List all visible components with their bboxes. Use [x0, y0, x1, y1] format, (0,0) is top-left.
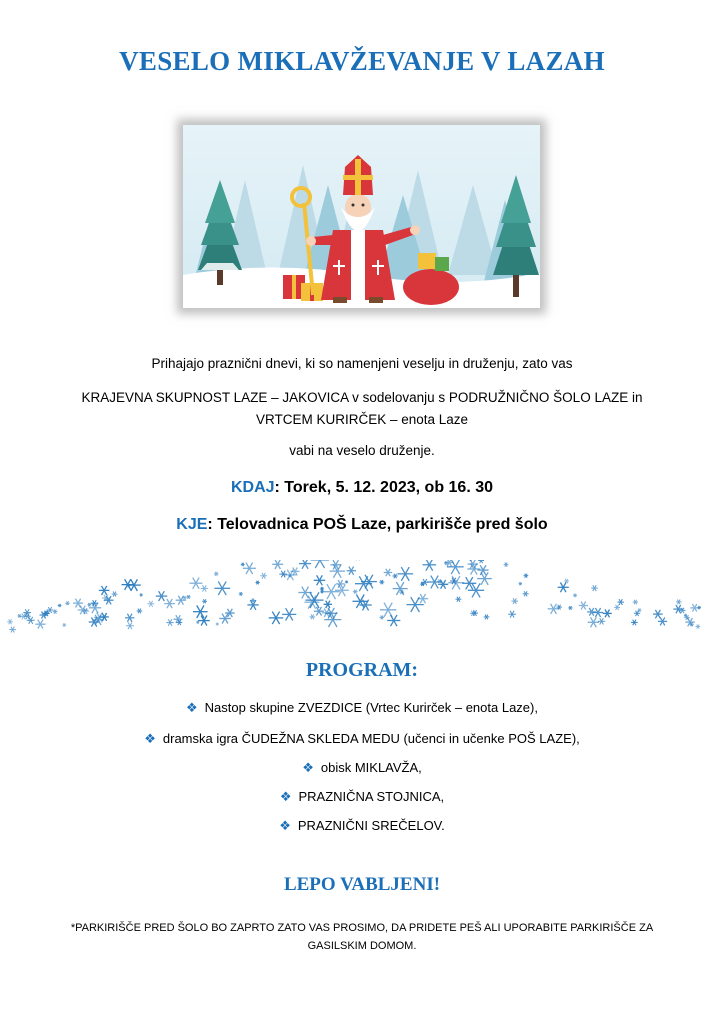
snowflake-icon [573, 594, 577, 598]
snowflake-icon [320, 590, 323, 593]
snowflake-icon [58, 604, 62, 607]
snowflake-swoosh-decoration [0, 560, 724, 660]
snowflake-icon [126, 622, 134, 629]
snowflake-icon [519, 582, 522, 585]
program-title: PROGRAM: [305, 659, 419, 681]
snowflake-icon [631, 620, 638, 626]
snowflake-icon [345, 581, 348, 584]
snowflake-icon [470, 611, 476, 616]
saint-nicholas-illustration [183, 125, 540, 308]
snowflake-icon [685, 618, 695, 626]
snowflake-icon [523, 591, 529, 596]
snowflake-icon [243, 563, 256, 574]
program-item: ❖ dramska igra ČUDEŽNA SKLEDA MEDU (učenci in učenke POŠ LAZE), [144, 731, 580, 746]
snowflake-icon [65, 601, 69, 605]
snowflake-icon [380, 603, 396, 617]
snowflake-icon [420, 582, 424, 586]
snowflake-icon [202, 599, 207, 603]
program-item: ❖ Nastop skupine ZVEZDICE (Vrtec Kurirček – enota Laze), [186, 700, 538, 715]
snowflake-icon [214, 572, 219, 576]
snowflake-icon [380, 616, 384, 620]
program-item: ❖ PRAZNIČNI SREČELOV. [279, 818, 445, 833]
snowflake-icon [87, 603, 91, 607]
snowflake-icon [384, 569, 393, 576]
snowflake-icon [201, 585, 208, 591]
diamond-bullet-icon: ❖ [279, 789, 292, 804]
diamond-bullet-icon: ❖ [279, 818, 291, 833]
snowflake-icon [214, 581, 230, 595]
diamond-bullet-icon: ❖ [302, 760, 314, 775]
when-value: : Torek, 5. 12. 2023, ob 16. 30 [274, 479, 494, 496]
where-value: : Telovadnica POŠ Laze, parkirišče pred šolo [207, 516, 548, 533]
snowflake-icon [279, 571, 287, 578]
snowflake-icon [137, 609, 143, 614]
snowflake-icon [524, 574, 529, 578]
welcome-text: LEPO VABLJENI! [283, 874, 441, 895]
snowflake-icon [148, 601, 155, 607]
snowflake-icon [324, 601, 332, 608]
snowflake-icon [239, 592, 243, 596]
parking-note-line-2: GASILSKIM DOMOM. [307, 940, 417, 952]
parking-note-line-1: *PARKIRIŠČE PRED ŠOLO BO ZAPRTO ZATO VAS PROSIMO, DA PRIDETE PEŠ ALI UPORABITE PARKIRIŠČE ZA [70, 922, 654, 934]
where-label: KJE [176, 516, 208, 533]
snowflake-icon [241, 563, 245, 566]
snowflake-icon [140, 594, 143, 597]
snowflake-icon [548, 604, 560, 614]
snowflake-icon [269, 612, 284, 625]
snowflake-icon [676, 600, 681, 605]
snowflake-icon [564, 579, 569, 583]
snowflake-icon [35, 620, 45, 629]
snowflake-icon [63, 623, 67, 626]
snowflake-icon [320, 587, 324, 591]
intro-line-3: VRTCEM KURIRČEK – enota Laze [255, 412, 469, 427]
snowflake-icon [690, 604, 699, 612]
snowflake-icon [614, 605, 620, 610]
snowflake-icon [591, 585, 598, 591]
snowflake-icon [282, 608, 296, 620]
snowflake-icon [593, 608, 604, 617]
snowflake-icon [311, 560, 329, 568]
snowflake-icon [617, 599, 624, 605]
snowflake-icon [696, 625, 701, 629]
snowflake-icon [304, 596, 319, 609]
snowflake-icon [397, 567, 413, 581]
snowflake-icon [568, 606, 572, 610]
snowflake-icon [653, 610, 663, 618]
snowflake-icon [216, 623, 219, 626]
snowflake-icon [272, 560, 283, 569]
snowflake-icon [598, 618, 605, 624]
diamond-bullet-icon: ❖ [144, 731, 156, 746]
snowflake-icon [587, 608, 596, 616]
snowflake-icon [603, 610, 612, 618]
snowflake-icon [189, 578, 202, 589]
snowflake-icon [73, 599, 83, 608]
intro-line-4: vabi na veselo druženje. [289, 443, 435, 458]
intro-line-1: Prihajajo praznični dnevi, ki so namenjeni veselju in druženju, zato vas [151, 356, 573, 371]
snowflake-icon [379, 580, 384, 584]
snowflake-icon [504, 563, 509, 567]
snowflake-icon [588, 617, 599, 627]
snowflake-icon [166, 619, 174, 626]
snowflake-icon [125, 614, 134, 622]
snowflake-icon [256, 581, 260, 585]
snowflake-icon [323, 584, 340, 599]
diamond-bullet-icon: ❖ [186, 700, 198, 715]
snowflake-icon [558, 583, 569, 593]
snowflake-icon [260, 573, 267, 579]
snowflake-icon [299, 560, 311, 569]
when-label: KDAJ [230, 479, 275, 496]
program-item: ❖ obisk MIKLAVŽA, [302, 760, 422, 775]
snowflake-icon [193, 605, 208, 618]
snowflake-icon [477, 572, 492, 585]
snowflake-icon [314, 575, 326, 585]
snowflake-icon [511, 598, 518, 604]
snowflake-icon [7, 619, 13, 624]
snowflake-icon [456, 597, 462, 602]
snowflake-icon [310, 614, 316, 619]
snowflake-icon [18, 614, 22, 617]
snowflake-icon [478, 560, 484, 563]
snowflake-icon [196, 621, 199, 624]
snowflake-icon [347, 567, 356, 575]
snowflake-icon [658, 617, 667, 625]
where-line [0, 516, 724, 534]
intro-line-2: KRAJEVNA SKUPNOST LAZE – JAKOVICA v sodelovanju s PODRUŽNIČNO ŠOLO LAZE in [81, 390, 643, 405]
snowflake-icon [633, 600, 638, 605]
when-line [0, 479, 724, 497]
snowflake-icon [508, 611, 516, 618]
snowflake-icon [186, 595, 190, 599]
snowflake-icon [579, 602, 588, 610]
snowflake-icon [99, 586, 110, 595]
snowflake-icon [156, 591, 167, 601]
program-item: ❖ PRAZNIČNA STOJNICA, [279, 789, 445, 804]
snowflake-icon [112, 592, 118, 597]
snowflake-icon [361, 575, 377, 589]
snowflake-icon [387, 615, 400, 626]
snowflake-icon [392, 574, 397, 579]
snowflake-icon [484, 615, 490, 620]
snowflake-icon [53, 610, 58, 614]
snowflake-icon [423, 560, 437, 571]
snowflake-icon [353, 590, 358, 594]
page-title: VESELO MIKLAVŽEVANJE V LAZAH [119, 46, 605, 76]
snowflake-icon [393, 582, 408, 595]
snowflake-icon [164, 599, 175, 608]
snowflake-icon [324, 612, 341, 627]
snowflake-icon [9, 627, 16, 633]
